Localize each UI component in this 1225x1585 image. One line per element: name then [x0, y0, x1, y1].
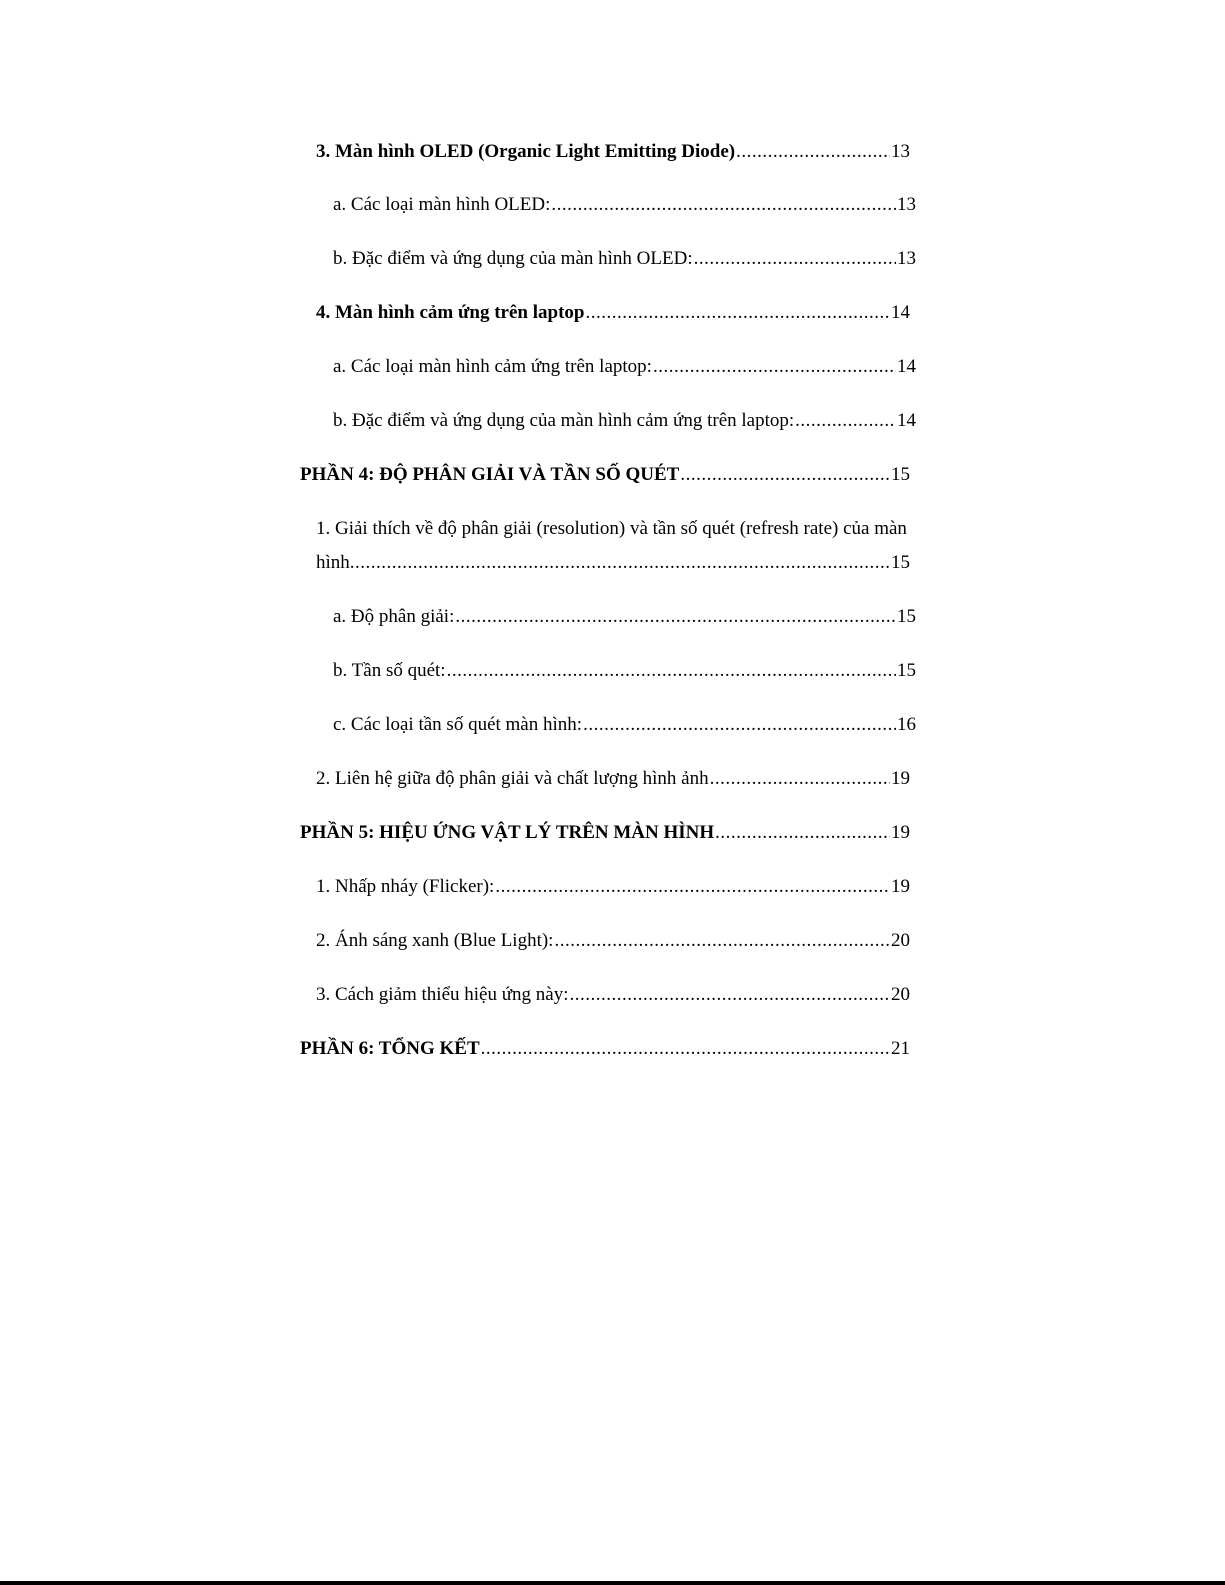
- toc-label: b. Đặc điểm và ứng dụng của màn hình cảm ứng trên laptop:: [333, 410, 795, 431]
- toc-leader: [710, 768, 890, 790]
- toc-label: 2. Ánh sáng xanh (Blue Light):: [316, 930, 554, 951]
- toc-entry-touchscreen-types[interactable]: [333, 356, 916, 378]
- toc-entry-touchscreen[interactable]: [316, 302, 910, 324]
- toc-entry-blue-light[interactable]: [316, 930, 910, 952]
- toc-page-number: 21: [891, 1038, 910, 1059]
- toc-page-number: 13: [897, 194, 916, 215]
- toc-leader: [680, 464, 890, 486]
- toc-page-number: 14: [891, 302, 910, 323]
- toc-page-number: 14: [897, 356, 916, 377]
- toc-label: hình: [316, 552, 350, 573]
- toc-leader: [447, 660, 896, 682]
- toc-entry-refresh-rate[interactable]: [333, 660, 916, 682]
- toc-leader: [551, 194, 896, 216]
- toc-label: PHẦN 6: TỔNG KẾT: [300, 1038, 480, 1059]
- toc-label: c. Các loại tần số quét màn hình:: [333, 714, 583, 735]
- toc-page-number: 19: [891, 822, 910, 843]
- toc-page-number: 13: [891, 141, 910, 162]
- toc-entry-flicker[interactable]: [316, 876, 910, 898]
- toc-page-number: 15: [897, 660, 916, 681]
- toc-label: b. Tần số quét:: [333, 660, 446, 681]
- toc-entry-part-4[interactable]: [300, 464, 910, 486]
- toc-label-line-1: [316, 518, 916, 540]
- toc-entry-refresh-rate-types[interactable]: [333, 714, 916, 736]
- toc-label: a. Các loại màn hình OLED:: [333, 194, 551, 215]
- toc-label: 1. Giải thích về độ phân giải (resolution) và tần số quét (refresh rate) của màn: [316, 518, 907, 539]
- toc-leader: [554, 930, 890, 952]
- toc-label: PHẦN 4: ĐỘ PHÂN GIẢI VÀ TẦN SỐ QUÉT: [300, 464, 680, 485]
- toc-page-number: 20: [891, 930, 910, 951]
- toc-entry-touchscreen-features[interactable]: [333, 410, 916, 432]
- toc-leader: [795, 410, 896, 432]
- toc-entry-part-5[interactable]: [300, 822, 910, 844]
- toc-leader: [585, 302, 890, 324]
- toc-leader: [583, 714, 896, 736]
- toc-label: 3. Màn hình OLED (Organic Light Emitting Diode): [316, 141, 736, 162]
- toc-entry-part-6[interactable]: [300, 1038, 910, 1060]
- toc-page-number: 13: [897, 248, 916, 269]
- toc-leader: [715, 822, 890, 844]
- toc-label: a. Độ phân giải:: [333, 606, 455, 627]
- toc-page-number: 19: [891, 876, 910, 897]
- toc-entry-resolution-quality[interactable]: [316, 768, 910, 790]
- toc-label: 4. Màn hình cảm ứng trên laptop: [316, 302, 585, 323]
- toc-leader: [570, 984, 891, 1006]
- toc-page-number: 15: [891, 464, 910, 485]
- toc-label: 3. Cách giảm thiểu hiệu ứng này:: [316, 984, 569, 1005]
- toc-label-line-2: [316, 552, 910, 574]
- toc-label: PHẦN 5: HIỆU ỨNG VẬT LÝ TRÊN MÀN HÌNH: [300, 822, 715, 843]
- toc-leader: [736, 141, 890, 163]
- toc-leader: [653, 356, 896, 378]
- toc-leader: [481, 1038, 890, 1060]
- toc-label: 2. Liên hệ giữa độ phân giải và chất lượng hình ảnh: [316, 768, 709, 789]
- page-bottom-border: [0, 1581, 1225, 1585]
- toc-entry-reduce-effects[interactable]: [316, 984, 910, 1006]
- toc-leader: [495, 876, 890, 898]
- toc-page-number: 16: [897, 714, 916, 735]
- toc-leader: [455, 606, 896, 628]
- toc-entry-oled-features[interactable]: [333, 248, 916, 270]
- toc-page-number: 14: [897, 410, 916, 431]
- toc-page-number: 15: [897, 606, 916, 627]
- toc-label: a. Các loại màn hình cảm ứng trên laptop:: [333, 356, 652, 377]
- toc-label: 1. Nhấp nháy (Flicker):: [316, 876, 495, 897]
- toc-page-number: 20: [891, 984, 910, 1005]
- toc-leader: [350, 552, 891, 574]
- toc-page-number: 15: [891, 552, 910, 573]
- toc-entry-resolution-refresh[interactable]: [316, 518, 916, 574]
- toc-entry-oled[interactable]: [316, 141, 910, 163]
- toc-page-number: 19: [891, 768, 910, 789]
- toc-entry-oled-types[interactable]: [333, 194, 916, 216]
- toc-leader: [694, 248, 896, 270]
- toc-entry-resolution[interactable]: [333, 606, 916, 628]
- toc-label: b. Đặc điểm và ứng dụng của màn hình OLED:: [333, 248, 693, 269]
